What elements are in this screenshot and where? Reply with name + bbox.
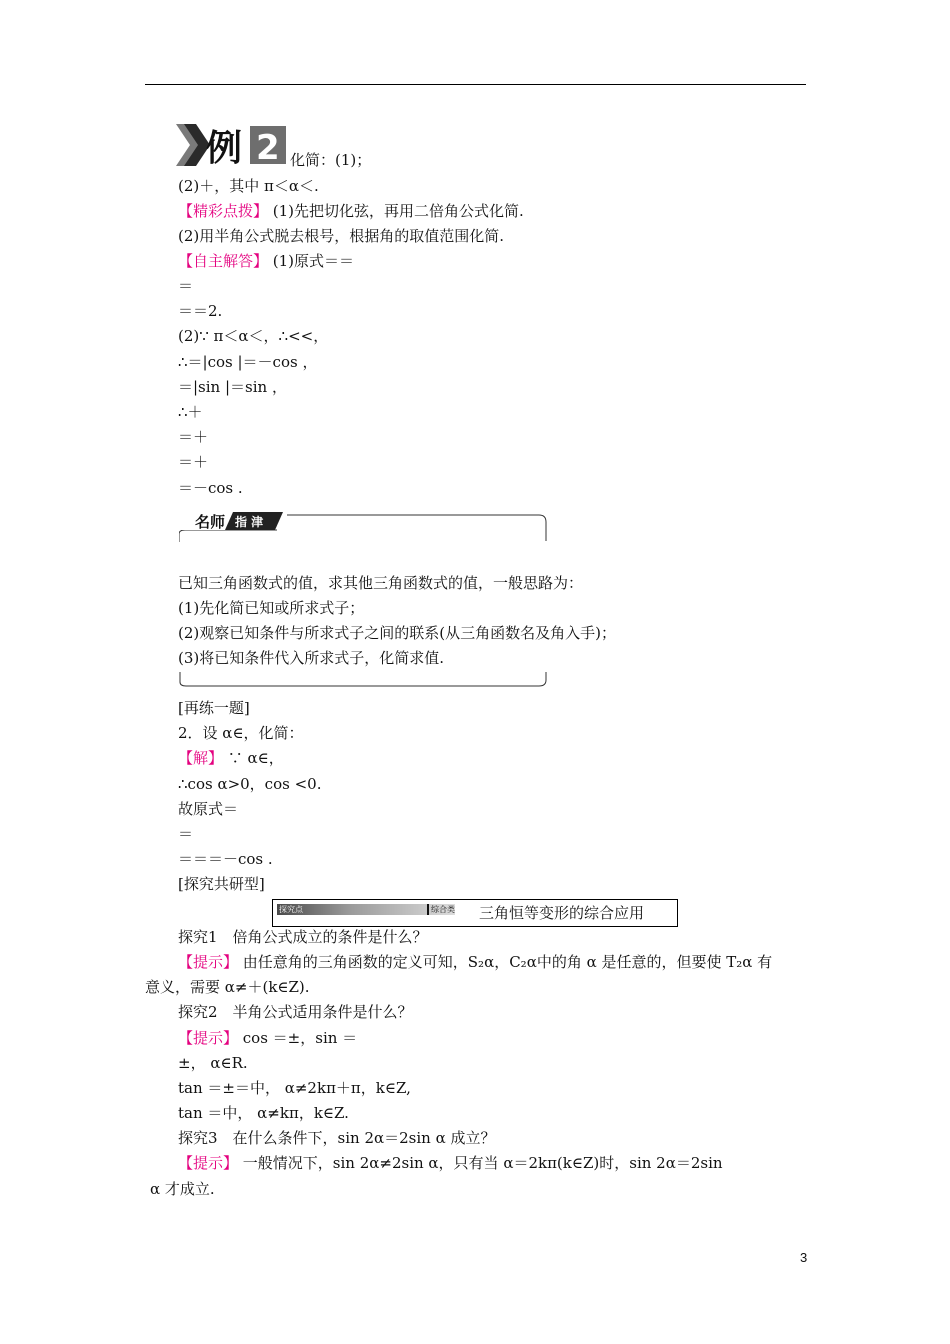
solution-step: ＝－cos .: [178, 479, 243, 497]
hint-line-2: (2)用半角公式脱去根号，根据角的取值范围化简.: [178, 227, 505, 245]
solution-line: [178, 251, 354, 271]
answer-text: 一般情况下，sin 2α≠2sin α，只有当 α＝2kπ(k∈Z)时，sin 2α＝2sin: [238, 1154, 723, 1172]
answer-text: cos ＝±，sin ＝: [238, 1029, 358, 1047]
answer-tag: 【提示】: [178, 1154, 239, 1172]
research-heading: [探究共研型]: [178, 875, 265, 893]
solution-step: ＝＝2.: [178, 302, 223, 320]
solution-step: ＝＋: [178, 453, 209, 471]
header-rule: [145, 84, 806, 85]
solution-tag: 【自主解答】: [178, 252, 269, 270]
solution-text: (1)原式＝＝: [268, 252, 355, 270]
example-badge: [176, 124, 286, 166]
solution-step: ＝|sin |＝sin ，: [178, 378, 287, 396]
hint-tag: 【精彩点拨】: [178, 202, 269, 220]
svg-text:指 津: 指 津: [235, 515, 264, 529]
research-question-1: 探究1 倍角公式成立的条件是什么？: [178, 928, 428, 946]
mingshi-badge: [179, 508, 285, 534]
research-answer-3: [178, 1153, 723, 1173]
practice-solution-tag: 【解】: [178, 749, 224, 767]
problem-line: (2)＋，其中 π＜α＜.: [178, 177, 319, 195]
practice-step: ＝＝＝－cos .: [178, 850, 273, 868]
example-number: 2: [256, 128, 280, 166]
solution-step: ∴＝|cos |＝－cos ，: [178, 353, 318, 371]
research-answer-2: [178, 1028, 357, 1048]
practice-question: 2．设 α∈，化简：: [178, 724, 304, 742]
research-question-3: 探究3 在什么条件下，sin 2α＝2sin α 成立？: [178, 1129, 496, 1147]
research-question-2: 探究2 半角公式适用条件是什么？: [178, 1003, 413, 1021]
research-answer-1: [178, 952, 772, 972]
page-number: 3: [800, 1250, 808, 1265]
answer-tag: 【提示】: [178, 1029, 239, 1047]
practice-step: 故原式＝: [178, 800, 239, 818]
practice-solution-line: [178, 748, 284, 768]
example-prompt: 化简：(1)；: [290, 151, 372, 169]
research-banner-separator: [427, 904, 429, 915]
solution-step: ∴＋: [178, 403, 203, 421]
mingshi-frame-bottom: [179, 672, 547, 690]
research-answer-2-cont: tan ＝±＝中， α≠2kπ＋π，k∈Z,: [178, 1079, 411, 1097]
answer-tag: 【提示】: [178, 953, 239, 971]
practice-heading: [再练一题]: [178, 699, 250, 717]
practice-step: ＝: [178, 825, 194, 843]
research-answer-3-cont: α 才成立.: [150, 1180, 215, 1198]
research-answer-2-cont: tan ＝中， α≠kπ，k∈Z.: [178, 1104, 349, 1122]
solution-step: ＝＋: [178, 428, 209, 446]
answer-text: 由任意角的三角函数的定义可知，S₂α，C₂α中的角 α 是任意的，但要使 T₂α 有: [238, 953, 773, 971]
practice-solution-text: ∵ α∈，: [223, 749, 284, 767]
hint-line: [178, 201, 524, 221]
research-banner-type: 综合类: [431, 905, 455, 914]
solution-step: (2)∵ π＜α＜，∴<<，: [178, 327, 329, 345]
svg-text:名师: 名师: [195, 513, 226, 531]
mingshi-para: 已知三角函数式的值，求其他三角函数式的值，一般思路为：: [178, 574, 584, 592]
research-answer-1-cont: 意义，需要 α≠＋(k∈Z).: [145, 978, 310, 996]
practice-step: ∴cos α>0，cos <0.: [178, 775, 322, 793]
mingshi-para: (3)将已知条件代入所求式子，化简求值.: [178, 649, 445, 667]
research-banner-tag: 探究点: [279, 905, 303, 914]
example-label: 例: [206, 128, 243, 166]
solution-step: ＝: [178, 277, 194, 295]
mingshi-para: (2)观察已知条件与所求式子之间的联系(从三角函数名及角入手)；: [178, 624, 616, 642]
research-banner: [272, 899, 678, 927]
hint-text: (1)先把切化弦，再用二倍角公式化简.: [268, 202, 524, 220]
research-banner-title: 三角恒等变形的综合应用: [479, 904, 645, 922]
research-answer-2-cont: ±， α∈R.: [178, 1054, 248, 1072]
mingshi-para: (1)先化简已知或所求式子；: [178, 599, 365, 617]
